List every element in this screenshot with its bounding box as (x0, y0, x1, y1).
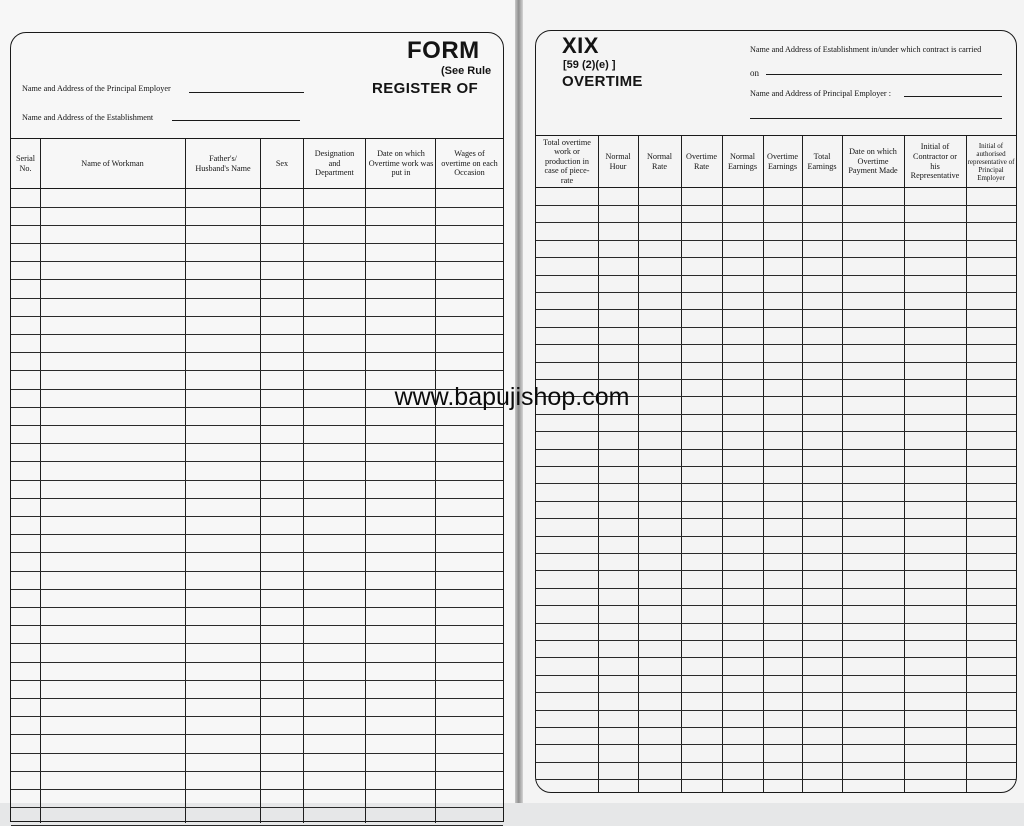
col-header-normal-earnings: Normal Earnings (727, 151, 758, 171)
row-rule (11, 571, 503, 572)
register-title: OVERTIME (562, 73, 643, 90)
row-rule (11, 334, 503, 335)
col-header-total-overtime: Total overtime work or production in case of piece-rate (543, 137, 591, 185)
column-divider (365, 139, 366, 823)
row-rule (536, 623, 1016, 624)
column-divider (598, 136, 599, 792)
establishment-line (172, 120, 300, 121)
row-rule (536, 309, 1016, 310)
row-rule (11, 643, 503, 644)
col-header-wages-overtime: Wages of overtime on each Occasion (441, 149, 498, 178)
row-rule (11, 516, 503, 517)
col-header-sex: Sex (275, 158, 289, 168)
row-rule (536, 588, 1016, 589)
col-header-normal-rate: Normal Rate (646, 151, 672, 171)
col-header-date-overtime: Date on which Overtime work was put in (368, 149, 434, 178)
principal-employer-label-right: Name and Address of Principal Employer : (750, 89, 891, 98)
row-rule (11, 534, 503, 535)
row-rule (11, 498, 503, 499)
row-rule (11, 370, 503, 371)
row-rule (536, 379, 1016, 380)
principal-employer-label: Name and Address of the Principal Employer (22, 84, 171, 93)
column-divider (966, 136, 967, 792)
col-header-normal-hour: Normal Hour (605, 151, 631, 171)
row-rule (11, 243, 503, 244)
header-separator (11, 188, 503, 189)
left-register-table (11, 138, 503, 823)
col-header-payment-date: Date on which Overtime Payment Made (848, 147, 898, 176)
row-rule (11, 625, 503, 626)
row-rule (11, 316, 503, 317)
col-header-father-husband: Father's/ Husband's Name (195, 153, 251, 173)
col-header-contractor-initial: Initial of Contractor or his Representative (910, 142, 960, 181)
column-divider (303, 139, 304, 823)
row-rule (536, 779, 1016, 780)
principal-employer-line-right (904, 96, 1002, 97)
row-rule (536, 710, 1016, 711)
principal-employer-line-2 (750, 118, 1002, 119)
column-divider (681, 136, 682, 792)
row-rule (11, 607, 503, 608)
row-rule (536, 536, 1016, 537)
row-rule (536, 727, 1016, 728)
row-rule (536, 414, 1016, 415)
row-rule (11, 680, 503, 681)
column-divider (185, 139, 186, 823)
column-divider (260, 139, 261, 823)
row-rule (536, 605, 1016, 606)
row-rule (536, 570, 1016, 571)
see-rule-label: (See Rule (441, 65, 492, 77)
row-rule (11, 552, 503, 553)
row-rule (536, 657, 1016, 658)
col-header-total-earnings: Total Earnings (807, 151, 837, 171)
contract-on-line (766, 74, 1002, 75)
row-rule (536, 483, 1016, 484)
row-rule (536, 675, 1016, 676)
row-rule (536, 205, 1016, 206)
row-rule (536, 466, 1016, 467)
column-divider (802, 136, 803, 792)
col-header-designation: Designation and Department (314, 149, 355, 178)
row-rule (11, 352, 503, 353)
form-number: XIX (562, 33, 599, 58)
row-rule (11, 771, 503, 772)
row-rule (536, 222, 1016, 223)
column-divider (40, 139, 41, 823)
row-rule (11, 753, 503, 754)
row-rule (536, 553, 1016, 554)
row-rule (11, 589, 503, 590)
column-divider (435, 139, 436, 823)
register-of-label: REGISTER OF (372, 80, 479, 97)
row-rule (536, 501, 1016, 502)
row-rule (11, 734, 503, 735)
row-rule (11, 716, 503, 717)
col-header-serial: Serial No. (15, 153, 36, 173)
row-rule (11, 207, 503, 208)
column-divider (638, 136, 639, 792)
row-rule (536, 327, 1016, 328)
row-rule (11, 807, 503, 808)
on-label: on (750, 68, 759, 78)
row-rule (11, 261, 503, 262)
row-rule (11, 461, 503, 462)
form-label: FORM (407, 37, 480, 64)
right-overtime-table (536, 135, 1016, 792)
row-rule (536, 240, 1016, 241)
row-rule (536, 762, 1016, 763)
col-header-employer-initial: Initial of authorised representative of Principal Employer (967, 141, 1015, 182)
row-rule (11, 298, 503, 299)
column-divider (722, 136, 723, 792)
rule-reference: [59 (2)(e) ] (563, 59, 616, 71)
row-rule (11, 279, 503, 280)
column-divider (904, 136, 905, 792)
row-rule (536, 431, 1016, 432)
establishment-label: Name and Address of the Establishment (22, 113, 154, 122)
row-rule (536, 292, 1016, 293)
row-rule (536, 518, 1016, 519)
row-rule (536, 344, 1016, 345)
row-rule (536, 275, 1016, 276)
row-rule (536, 744, 1016, 745)
row-rule (536, 257, 1016, 258)
row-rule (11, 425, 503, 426)
header-separator (536, 187, 1016, 188)
principal-employer-line (189, 92, 304, 93)
row-rule (536, 640, 1016, 641)
col-header-overtime-earnings: Overtime Earnings (767, 151, 798, 171)
row-rule (536, 449, 1016, 450)
row-rule (536, 362, 1016, 363)
column-divider (842, 136, 843, 792)
left-form-frame (10, 32, 504, 822)
row-rule (11, 480, 503, 481)
watermark-text: www.bapujishop.com (394, 383, 630, 411)
col-header-overtime-rate: Overtime Rate (686, 151, 717, 171)
row-rule (536, 692, 1016, 693)
row-rule (11, 789, 503, 790)
col-header-workman: Name of Workman (81, 158, 144, 168)
column-divider (763, 136, 764, 792)
row-rule (11, 662, 503, 663)
row-rule (11, 225, 503, 226)
row-rule (11, 698, 503, 699)
contract-establishment-label: Name and Address of Establishment in/under which contract is carried (750, 45, 982, 54)
row-rule (11, 443, 503, 444)
